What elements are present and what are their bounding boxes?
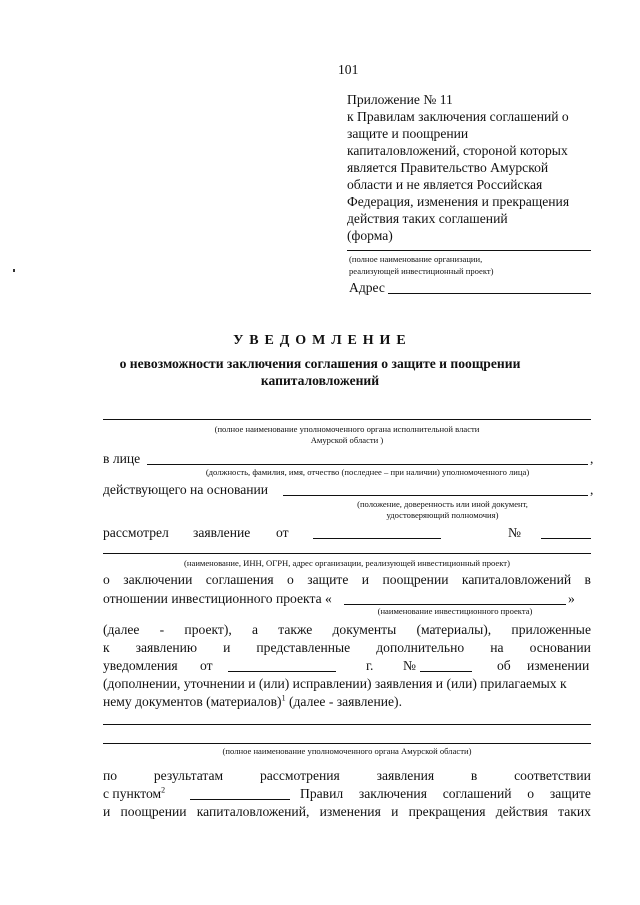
word: таких bbox=[558, 804, 591, 819]
reviewed-word: рассмотрел bbox=[103, 525, 169, 540]
authority-decision-line-1 bbox=[103, 724, 591, 725]
word: капиталовложений bbox=[461, 572, 572, 587]
word: проект), bbox=[184, 622, 232, 637]
word: результатам bbox=[153, 768, 224, 783]
paragraph-2-line-1 bbox=[103, 622, 591, 638]
word: (далее bbox=[103, 622, 140, 637]
appendix-line: капиталовложений, стороной которых bbox=[347, 143, 568, 158]
word: по bbox=[103, 768, 118, 783]
word: поощрении bbox=[120, 804, 187, 819]
paragraph-2-line-4: (дополнении, уточнении и (или) исправлении) заявления и (или) прилагаемых к bbox=[103, 676, 567, 691]
basis-caption-1: (положение, доверенность или иной документ, bbox=[357, 499, 528, 509]
paragraph-2-line-2 bbox=[103, 640, 591, 656]
paragraph-3-line-2-tail bbox=[300, 786, 591, 802]
notice-number-line bbox=[420, 671, 472, 672]
point-label bbox=[103, 786, 165, 802]
application-date-line bbox=[313, 538, 441, 539]
word: на bbox=[490, 640, 504, 655]
address-label: Адрес bbox=[349, 280, 385, 295]
from-word: от bbox=[276, 525, 289, 540]
closing-quote: » bbox=[568, 591, 575, 606]
appendix-line: (форма) bbox=[347, 228, 393, 243]
word: заявления bbox=[376, 768, 435, 783]
year-abbr: г. bbox=[366, 658, 374, 673]
recipient-caption-1: (полное наименование организации, bbox=[349, 254, 483, 264]
word: о bbox=[287, 572, 294, 587]
word: и bbox=[391, 804, 399, 819]
word: документы bbox=[332, 622, 397, 637]
from-word: от bbox=[200, 658, 213, 673]
word: в bbox=[470, 768, 478, 783]
appendix-line: к Правилам заключения соглашений о bbox=[347, 109, 569, 124]
word: заключении bbox=[123, 572, 193, 587]
point-text: с пунктом bbox=[103, 786, 162, 801]
appendix-line: области и не является Российская bbox=[347, 177, 543, 192]
paragraph-3-line-1 bbox=[103, 768, 591, 784]
para2-line5-text: нему документов (материалов) bbox=[103, 694, 282, 709]
word: также bbox=[278, 622, 313, 637]
appendix-header bbox=[347, 91, 569, 244]
basis-caption-2: удостоверяющий полномочия) bbox=[386, 510, 499, 520]
appendix-line: является Правительство Амурской bbox=[347, 160, 549, 175]
word: о bbox=[103, 572, 110, 587]
word: и bbox=[361, 572, 370, 587]
person-line bbox=[147, 464, 588, 465]
applicant-caption: (наименование, ИНН, ОГРН, адрес организации, реализующей инвестиционный проект) bbox=[184, 558, 510, 568]
application-number-line bbox=[541, 538, 591, 539]
notice-date-line bbox=[228, 671, 336, 672]
word: - bbox=[159, 622, 165, 637]
project-name-line bbox=[344, 604, 566, 605]
word: представленные bbox=[256, 640, 351, 655]
word: о bbox=[527, 786, 535, 801]
paragraph-3-line-3 bbox=[103, 804, 591, 820]
word: Правил bbox=[300, 786, 344, 801]
appendix-line: Федерация, изменения и прекращения bbox=[347, 194, 570, 209]
number-sign: № bbox=[508, 525, 521, 540]
appendix-line: действия таких соглашений bbox=[347, 211, 508, 226]
project-caption: (наименование инвестиционного проекта) bbox=[377, 606, 533, 616]
number-sign: № bbox=[403, 658, 416, 673]
word: и bbox=[103, 804, 111, 819]
acting-basis-label: действующего на основании bbox=[103, 482, 269, 497]
paragraph-1-line-1 bbox=[103, 572, 591, 588]
title-subline-2: капиталовложений bbox=[260, 373, 380, 388]
word: (материалы), bbox=[416, 622, 492, 637]
basis-line bbox=[283, 495, 588, 496]
word: соглашений bbox=[442, 786, 512, 801]
about-word: об bbox=[497, 658, 511, 673]
word: изменения bbox=[319, 804, 381, 819]
scan-artifact bbox=[13, 269, 15, 272]
word: заявлению bbox=[135, 640, 198, 655]
word: соглашения bbox=[205, 572, 274, 587]
word: соответствии bbox=[514, 768, 591, 783]
paragraph-2-line-5 bbox=[103, 694, 402, 710]
in-person-label: в лице bbox=[103, 451, 141, 466]
word: в bbox=[584, 572, 591, 587]
point-number-line bbox=[190, 799, 290, 800]
para2-line5-tail: (далее - заявление). bbox=[285, 694, 402, 709]
document-title: У В Е Д О М Л Е Н И Е bbox=[233, 333, 407, 348]
word: капиталовложений, bbox=[196, 804, 310, 819]
word: а bbox=[252, 622, 259, 637]
comma: , bbox=[590, 482, 594, 497]
applicant-line bbox=[103, 553, 591, 554]
paragraph-1-line-2: отношении инвестиционного проекта « bbox=[103, 591, 332, 606]
address-line bbox=[388, 293, 591, 294]
word: дополнительно bbox=[376, 640, 465, 655]
appendix-line: Приложение № 11 bbox=[347, 92, 453, 107]
word: прекращения bbox=[408, 804, 486, 819]
recipient-org-line bbox=[347, 250, 591, 251]
word: защите bbox=[307, 572, 349, 587]
authority-decision-caption: (полное наименование уполномоченного органа Амурской области) bbox=[222, 746, 472, 756]
authority-caption-1: (полное наименование уполномоченного органа исполнительной власти bbox=[214, 424, 480, 434]
word: к bbox=[103, 640, 110, 655]
word: защите bbox=[549, 786, 591, 801]
word: заключения bbox=[358, 786, 427, 801]
word: рассмотрения bbox=[259, 768, 340, 783]
word: поощрении bbox=[382, 572, 449, 587]
authority-decision-line-2 bbox=[103, 743, 591, 744]
authority-caption-2: Амурской области ) bbox=[310, 435, 384, 445]
word: приложенные bbox=[511, 622, 591, 637]
person-caption: (должность, фамилия, имя, отчество (последнее – при наличии) уполномоченного лица) bbox=[205, 467, 530, 477]
authority-name-line bbox=[103, 419, 591, 420]
recipient-caption-2: реализующей инвестиционный проект) bbox=[349, 266, 494, 276]
notice-word: уведомления bbox=[103, 658, 178, 673]
comma: , bbox=[590, 451, 594, 466]
application-word: заявление bbox=[193, 525, 251, 540]
footnote-ref-1: 1 bbox=[281, 693, 286, 703]
title-subline-1: о невозможности заключения соглашения о защите и поощрении bbox=[119, 356, 521, 371]
appendix-line: защите и поощрении bbox=[347, 126, 469, 141]
word: основании bbox=[529, 640, 591, 655]
word: действия bbox=[495, 804, 548, 819]
word: и bbox=[223, 640, 231, 655]
page-number: 101 bbox=[338, 62, 359, 77]
changes-word: изменении bbox=[527, 658, 590, 673]
footnote-ref-2: 2 bbox=[161, 785, 166, 795]
